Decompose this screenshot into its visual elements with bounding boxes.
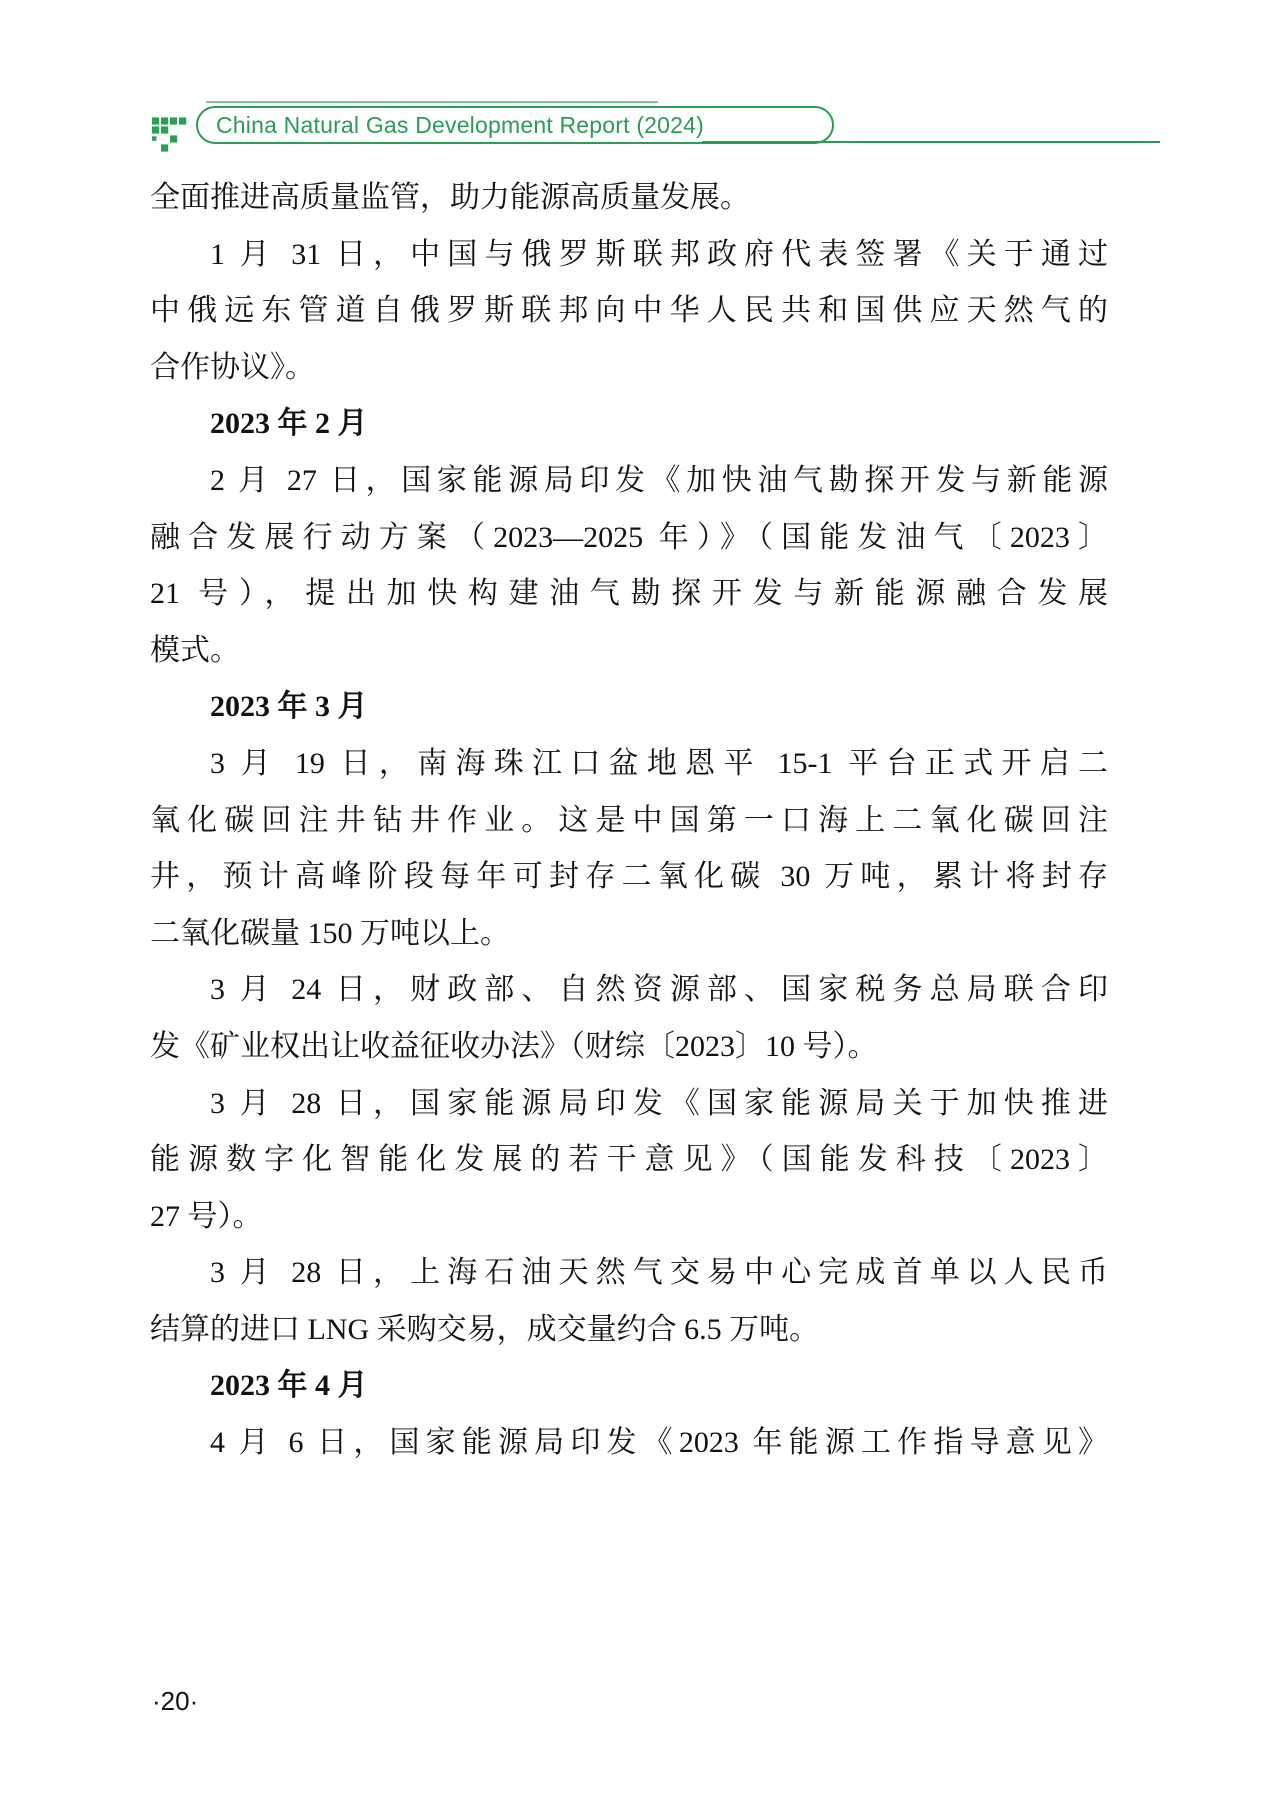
page-header (0, 0, 1280, 170)
text-line: 3 月 24 日，财政部、自然资源部、国家税务总局联合印 (210, 973, 1108, 1007)
text-line: 二氧化碳量 150 万吨以上。 (150, 916, 510, 950)
text-line: 合作协议》。 (150, 350, 315, 384)
header-top-rule (206, 101, 658, 103)
text-line: 2 月 27 日，国家能源局印发《加快油气勘探开发与新能源 (210, 463, 1108, 497)
section-heading: 2023 年 4 月 (210, 1369, 368, 1403)
text-line: 27 号）。 (150, 1199, 263, 1233)
text-line: 融合发展行动方案（2023—2025 年）》（国能发油气〔2023〕 (150, 520, 1108, 554)
text-line: 模式。 (150, 633, 240, 667)
pixel-mosaic-logo-icon (152, 111, 188, 158)
text-line: 4 月 6 日，国家能源局印发《2023 年能源工作指导意见》 (210, 1426, 1108, 1460)
text-line: 发《矿业权出让收益征收办法》（财综〔2023〕10 号）。 (150, 1029, 878, 1063)
report-title-box (196, 106, 834, 144)
text-line: 能源数字化智能化发展的若干意见》（国能发科技〔2023〕 (150, 1143, 1108, 1177)
section-heading: 2023 年 2 月 (210, 407, 368, 441)
page-number: ·20· (152, 1686, 199, 1716)
header-bottom-rule (702, 141, 1160, 143)
text-line: 3 月 28 日，上海石油天然气交易中心完成首单以人民币 (210, 1256, 1108, 1290)
page-body (150, 170, 1108, 1472)
section-heading: 2023 年 3 月 (210, 690, 368, 724)
text-line: 井，预计高峰阶段每年可封存二氧化碳 30 万吨，累计将封存 (150, 860, 1108, 894)
text-line: 1 月 31 日，中国与俄罗斯联邦政府代表签署《关于通过 (210, 237, 1108, 271)
text-line: 结算的进口 LNG 采购交易，成交量约合 6.5 万吨。 (150, 1312, 820, 1346)
text-line: 中俄远东管道自俄罗斯联邦向中华人民共和国供应天然气的 (150, 294, 1108, 328)
text-line: 氧化碳回注井钻井作业。这是中国第一口海上二氧化碳回注 (150, 803, 1108, 837)
text-line: 21 号），提出加快构建油气勘探开发与新能源融合发展 (150, 577, 1108, 611)
text-line: 3 月 28 日，国家能源局印发《国家能源局关于加快推进 (210, 1086, 1108, 1120)
text-line: 3 月 19 日，南海珠江口盆地恩平 15-1 平台正式开启二 (210, 746, 1108, 780)
text-line: 全面推进高质量监管，助力能源高质量发展。 (150, 181, 750, 214)
report-title: China Natural Gas Development Report (2024) (216, 111, 705, 138)
